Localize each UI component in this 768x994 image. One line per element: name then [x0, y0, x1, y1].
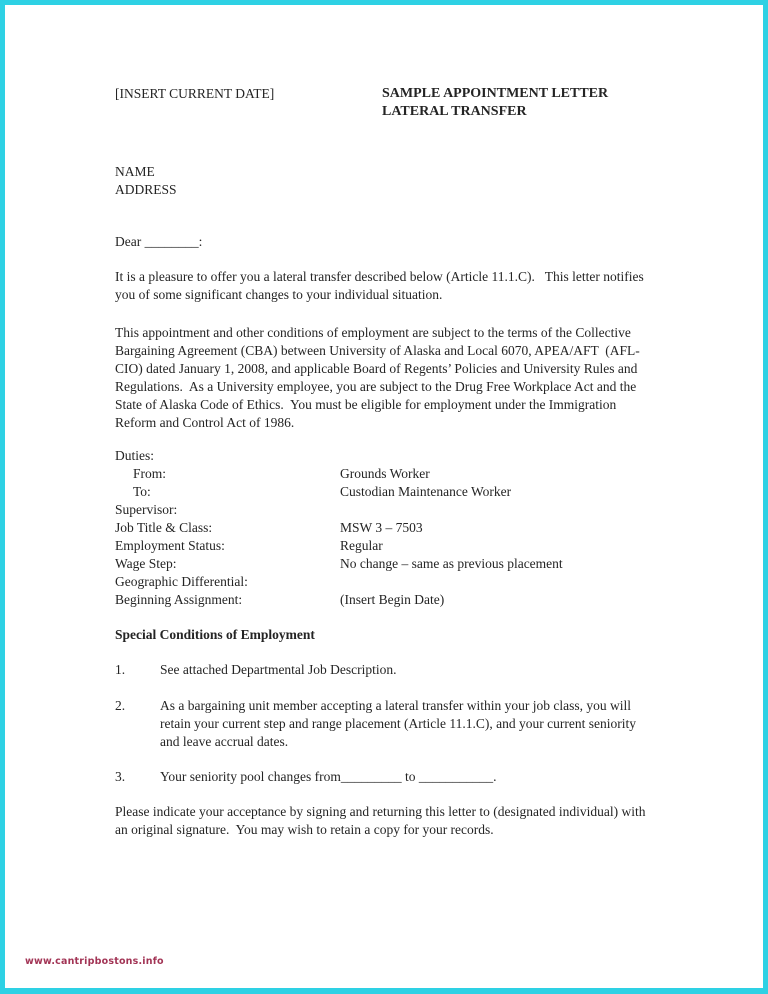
detail-label: Wage Step:: [115, 556, 177, 571]
detail-label: Duties:: [115, 448, 154, 463]
letter-header: [115, 85, 657, 121]
condition-item-2: [115, 697, 657, 751]
detail-row-supervisor: [115, 501, 657, 519]
detail-row-wage-step: [115, 555, 657, 573]
closing-paragraph: Please indicate your acceptance by signing and returning this letter to (designated individual) with an original signature. You may wish to retain a copy for your records.: [115, 804, 649, 837]
detail-value: Grounds Worker: [340, 466, 430, 481]
detail-row-to: [115, 483, 657, 501]
detail-label: Geographic Differential:: [115, 574, 248, 589]
salutation: Dear ________:: [115, 234, 203, 249]
detail-row-employment-status: [115, 537, 657, 555]
detail-label: Supervisor:: [115, 502, 178, 517]
detail-row-duties: [115, 447, 657, 465]
detail-value: No change – same as previous placement: [340, 556, 563, 571]
condition-item-1: [115, 661, 657, 679]
title-line-1: SAMPLE APPOINTMENT LETTER: [382, 86, 609, 101]
letter-content: [115, 0, 657, 839]
condition-text: Your seniority pool changes from_________ to ___________.: [160, 769, 497, 784]
letter-title: [382, 85, 608, 121]
title-line-2: LATERAL TRANSFER: [382, 104, 527, 119]
detail-label: From:: [133, 466, 167, 481]
detail-row-geographic-differential: [115, 573, 657, 591]
condition-item-3: [115, 768, 657, 786]
detail-value: [340, 573, 657, 591]
detail-value: [340, 501, 657, 519]
condition-number: 2.: [115, 698, 126, 713]
detail-row-job-title-class: [115, 519, 657, 537]
recipient-name: NAME: [115, 164, 155, 179]
condition-text: As a bargaining unit member accepting a lateral transfer within your job class, you will retain your current step and range placement (Article 11.1.C), and your current seniority and leave accrual dates.: [160, 698, 640, 749]
special-conditions-heading: Special Conditions of Employment: [115, 627, 315, 642]
detail-value: [340, 447, 657, 465]
detail-value: MSW 3 – 7503: [340, 520, 423, 535]
detail-label: To:: [133, 484, 151, 499]
detail-row-beginning-assignment: [115, 591, 657, 609]
condition-text: See attached Departmental Job Description.: [160, 662, 397, 677]
intro-paragraph: It is a pleasure to offer you a lateral transfer described below (Article 11.1.C). This letter notifies you of some significant changes to your individual situation.: [115, 269, 648, 302]
recipient-block: [115, 163, 657, 199]
detail-value: Regular: [340, 538, 383, 553]
condition-number: 3.: [115, 769, 126, 784]
detail-row-from: [115, 465, 657, 483]
detail-label: Beginning Assignment:: [115, 592, 243, 607]
recipient-address: ADDRESS: [115, 182, 177, 197]
date-placeholder: [INSERT CURRENT DATE]: [115, 86, 275, 101]
condition-number: 1.: [115, 662, 126, 677]
terms-paragraph: This appointment and other conditions of employment are subject to the terms of the Collective Bargaining Agreement (CBA) between University of Alaska and Local 6070, APEA/AFT (AFL-CIO) dated January 1, 2008, and applicable Board of Regents’ Policies and University Rules and Regulations. As a University employee, you are subject to the Drug Free Workplace Act and the State of Alaska Code of Ethics. You must be eligible for employment under the Immigration Reform and Control Act of 1986.: [115, 325, 641, 430]
watermark-url: www.cantripbostons.info: [25, 956, 164, 967]
detail-label: Job Title & Class:: [115, 520, 213, 535]
detail-value: Custodian Maintenance Worker: [340, 484, 512, 499]
detail-label: Employment Status:: [115, 538, 225, 553]
detail-value: (Insert Begin Date): [340, 592, 445, 607]
transfer-details: [115, 447, 657, 609]
